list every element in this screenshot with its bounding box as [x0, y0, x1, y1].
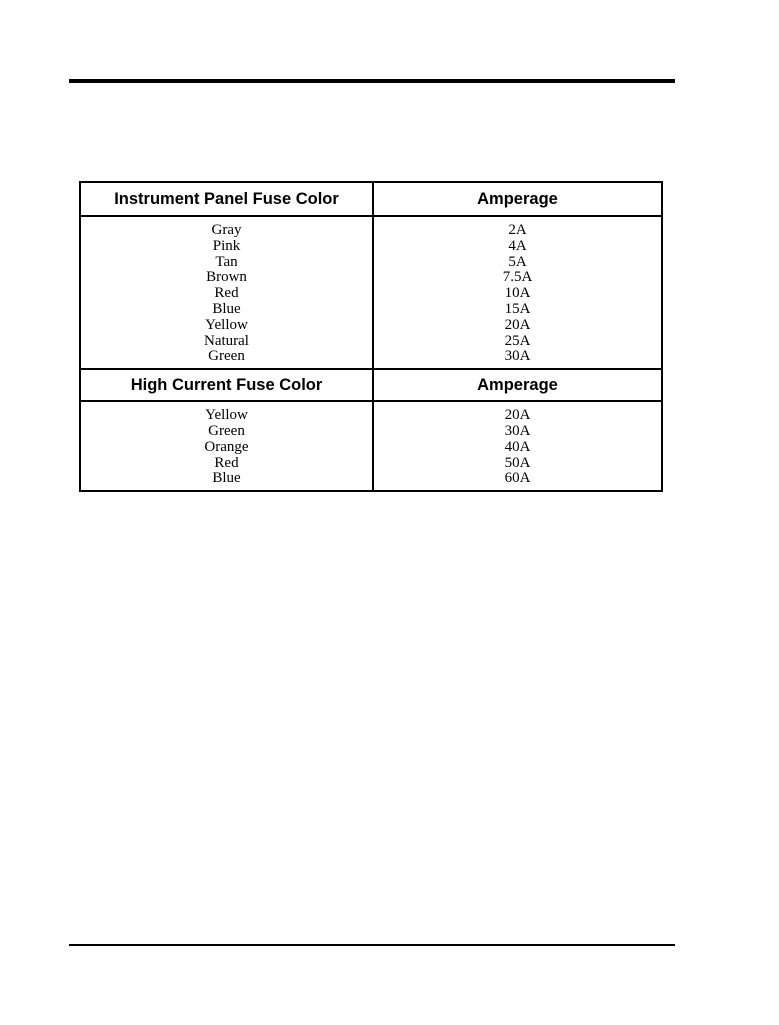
fuse-amperage: 50A	[504, 454, 531, 471]
fuse-amperage: 7.5A	[502, 269, 533, 286]
fuse-amperage: 4A	[508, 237, 527, 254]
fuse-amperage: 60A	[504, 470, 531, 487]
fuse-color: Pink	[212, 237, 241, 254]
fuse-color: Blue	[212, 300, 241, 317]
high-current-color-list	[81, 402, 374, 490]
fuse-color: Gray	[211, 222, 242, 238]
fuse-color: Green	[208, 422, 245, 439]
fuse-color: Tan	[215, 253, 238, 270]
fuse-amperage: 5A	[508, 253, 527, 270]
fuse-color: Yellow	[205, 407, 248, 424]
fuse-color: Green	[208, 348, 245, 365]
fuse-amperage: 25A	[504, 332, 531, 349]
fuse-amperage: 10A	[504, 285, 531, 302]
fuse-amperage: 20A	[504, 407, 531, 424]
fuse-amperage: 20A	[504, 316, 531, 333]
instrument-panel-amperage-list	[374, 217, 661, 368]
high-current-body-row	[81, 402, 661, 490]
instrument-panel-body-row	[81, 217, 661, 368]
instrument-panel-color-header: Instrument Panel Fuse Color	[81, 183, 374, 215]
fuse-color: Orange	[204, 438, 249, 455]
fuse-color: Red	[214, 454, 239, 471]
fuse-amperage: 30A	[504, 348, 531, 365]
high-current-color-header: High Current Fuse Color	[81, 370, 374, 400]
high-current-amperage-list	[374, 402, 661, 490]
instrument-panel-amperage-header: Amperage	[477, 189, 558, 208]
high-current-header-row	[81, 368, 661, 402]
fuse-color: Red	[214, 285, 239, 302]
fuse-amperage: 30A	[504, 422, 531, 439]
fuse-amperage: 15A	[504, 300, 531, 317]
high-current-amperage-header: Amperage	[477, 375, 558, 394]
fuse-color: Natural	[204, 332, 249, 349]
fuse-amperage: 2A	[508, 222, 527, 238]
fuse-table	[79, 181, 663, 492]
instrument-panel-color-list	[81, 217, 374, 368]
instrument-panel-header-row	[81, 183, 661, 217]
bottom-rule	[69, 944, 675, 946]
fuse-color: Blue	[212, 470, 241, 487]
fuse-color: Yellow	[205, 316, 248, 333]
fuse-amperage: 40A	[504, 438, 531, 455]
top-rule	[69, 79, 675, 83]
fuse-color: Brown	[206, 269, 247, 286]
